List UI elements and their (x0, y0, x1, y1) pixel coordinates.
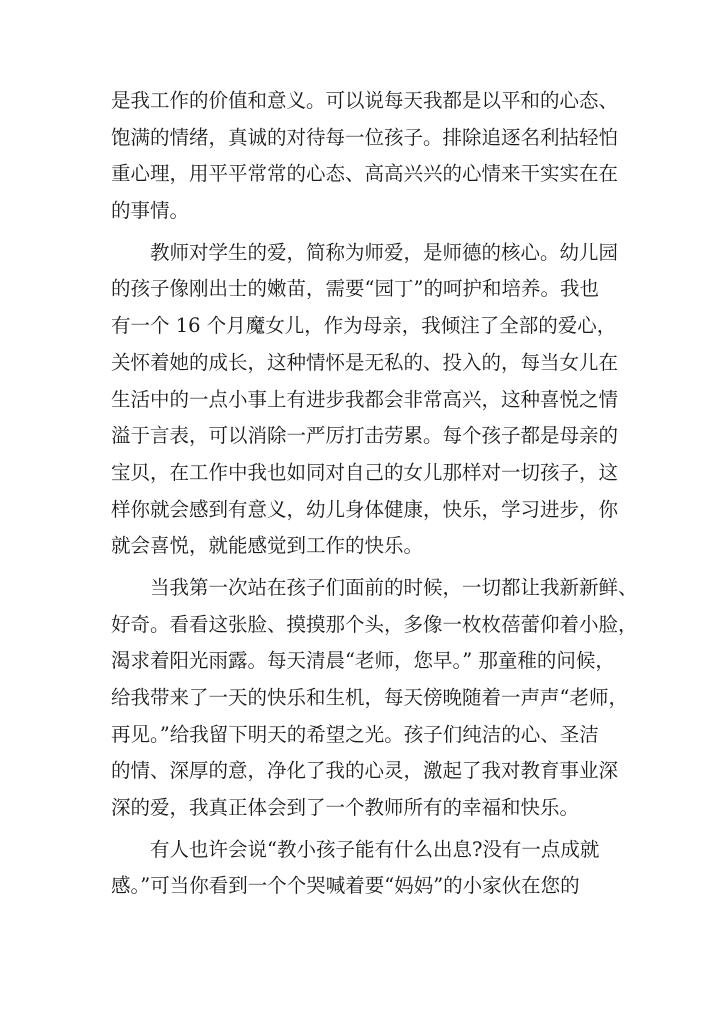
text-line: 教师对学生的爱，简称为师爱，是师德的核心。幼儿园 (150, 240, 619, 264)
text-line: 的事情。 (111, 199, 190, 223)
paragraph (111, 235, 619, 565)
text-line: 深的爱，我真正体会到了一个教师所有的幸福和快乐。 (111, 796, 580, 820)
text-line: 生活中的一点小事上有进步我都会非常高兴，这种喜悦之情 (111, 387, 619, 411)
text-line: 的情、深厚的意，净化了我的心灵，激起了我对教育事业深 (111, 759, 619, 783)
text-line: 渴求着阳光雨露。每天清晨“老师，您早。” 那童稚的问候， (111, 649, 615, 673)
body-text (111, 83, 638, 905)
text-line: 宝贝，在工作中我也如同对自己的女儿那样对一切孩子，这 (111, 460, 619, 484)
text-line: 溢于言表，可以消除一严厉打击劳累。每个孩子都是母亲的 (111, 424, 619, 448)
text-line: 就会喜悦，就能感觉到工作的快乐。 (111, 534, 424, 558)
text-line: 的孩子像刚出士的嫩苗，需要“园丁”的呵护和培养。我也 (111, 277, 599, 301)
text-line: 好奇。看看这张脸、摸摸那个头，多像一枚枚蓓蕾仰着小脸， (111, 612, 638, 636)
text-line: 是我工作的价值和意义。可以说每天我都是以平和的心态、 (111, 89, 619, 112)
paragraph (111, 570, 638, 827)
text-line: 有一个 16 个月魔女儿，作为母亲，我倾注了全部的爱心， (111, 314, 617, 338)
text-line: 当我第一次站在孩子们面前的时候，一切都让我新新鲜、 (150, 575, 638, 599)
paragraph (111, 832, 616, 905)
text-line: 关怀着她的成长，这种情怀是无私的、投入的，每当女儿在 (111, 350, 619, 374)
text-line: 饱满的情绪，真诚的对待每一位孩子。排除追逐名利拈轻怕 (111, 125, 619, 149)
text-line: 再见。”给我留下明天的希望之光。孩子们纯洁的心、圣洁 (111, 722, 599, 746)
text-line: 感。”可当你看到一个个哭喊着要“妈妈”的小家伙在您的 (111, 874, 580, 898)
text-line: 重心理，用平平常常的心态、高高兴兴的心情来干实实在在 (111, 162, 619, 186)
text-line: 样你就会感到有意义，幼儿身体健康，快乐，学习进步，你 (111, 497, 619, 521)
text-line: 给我带来了一天的快乐和生机，每天傍晚随着一声声“老师， (111, 686, 628, 709)
text-line: 有人也许会说“教小孩子能有什么出息?没有一点成就 (150, 837, 600, 861)
paragraph (111, 83, 619, 230)
